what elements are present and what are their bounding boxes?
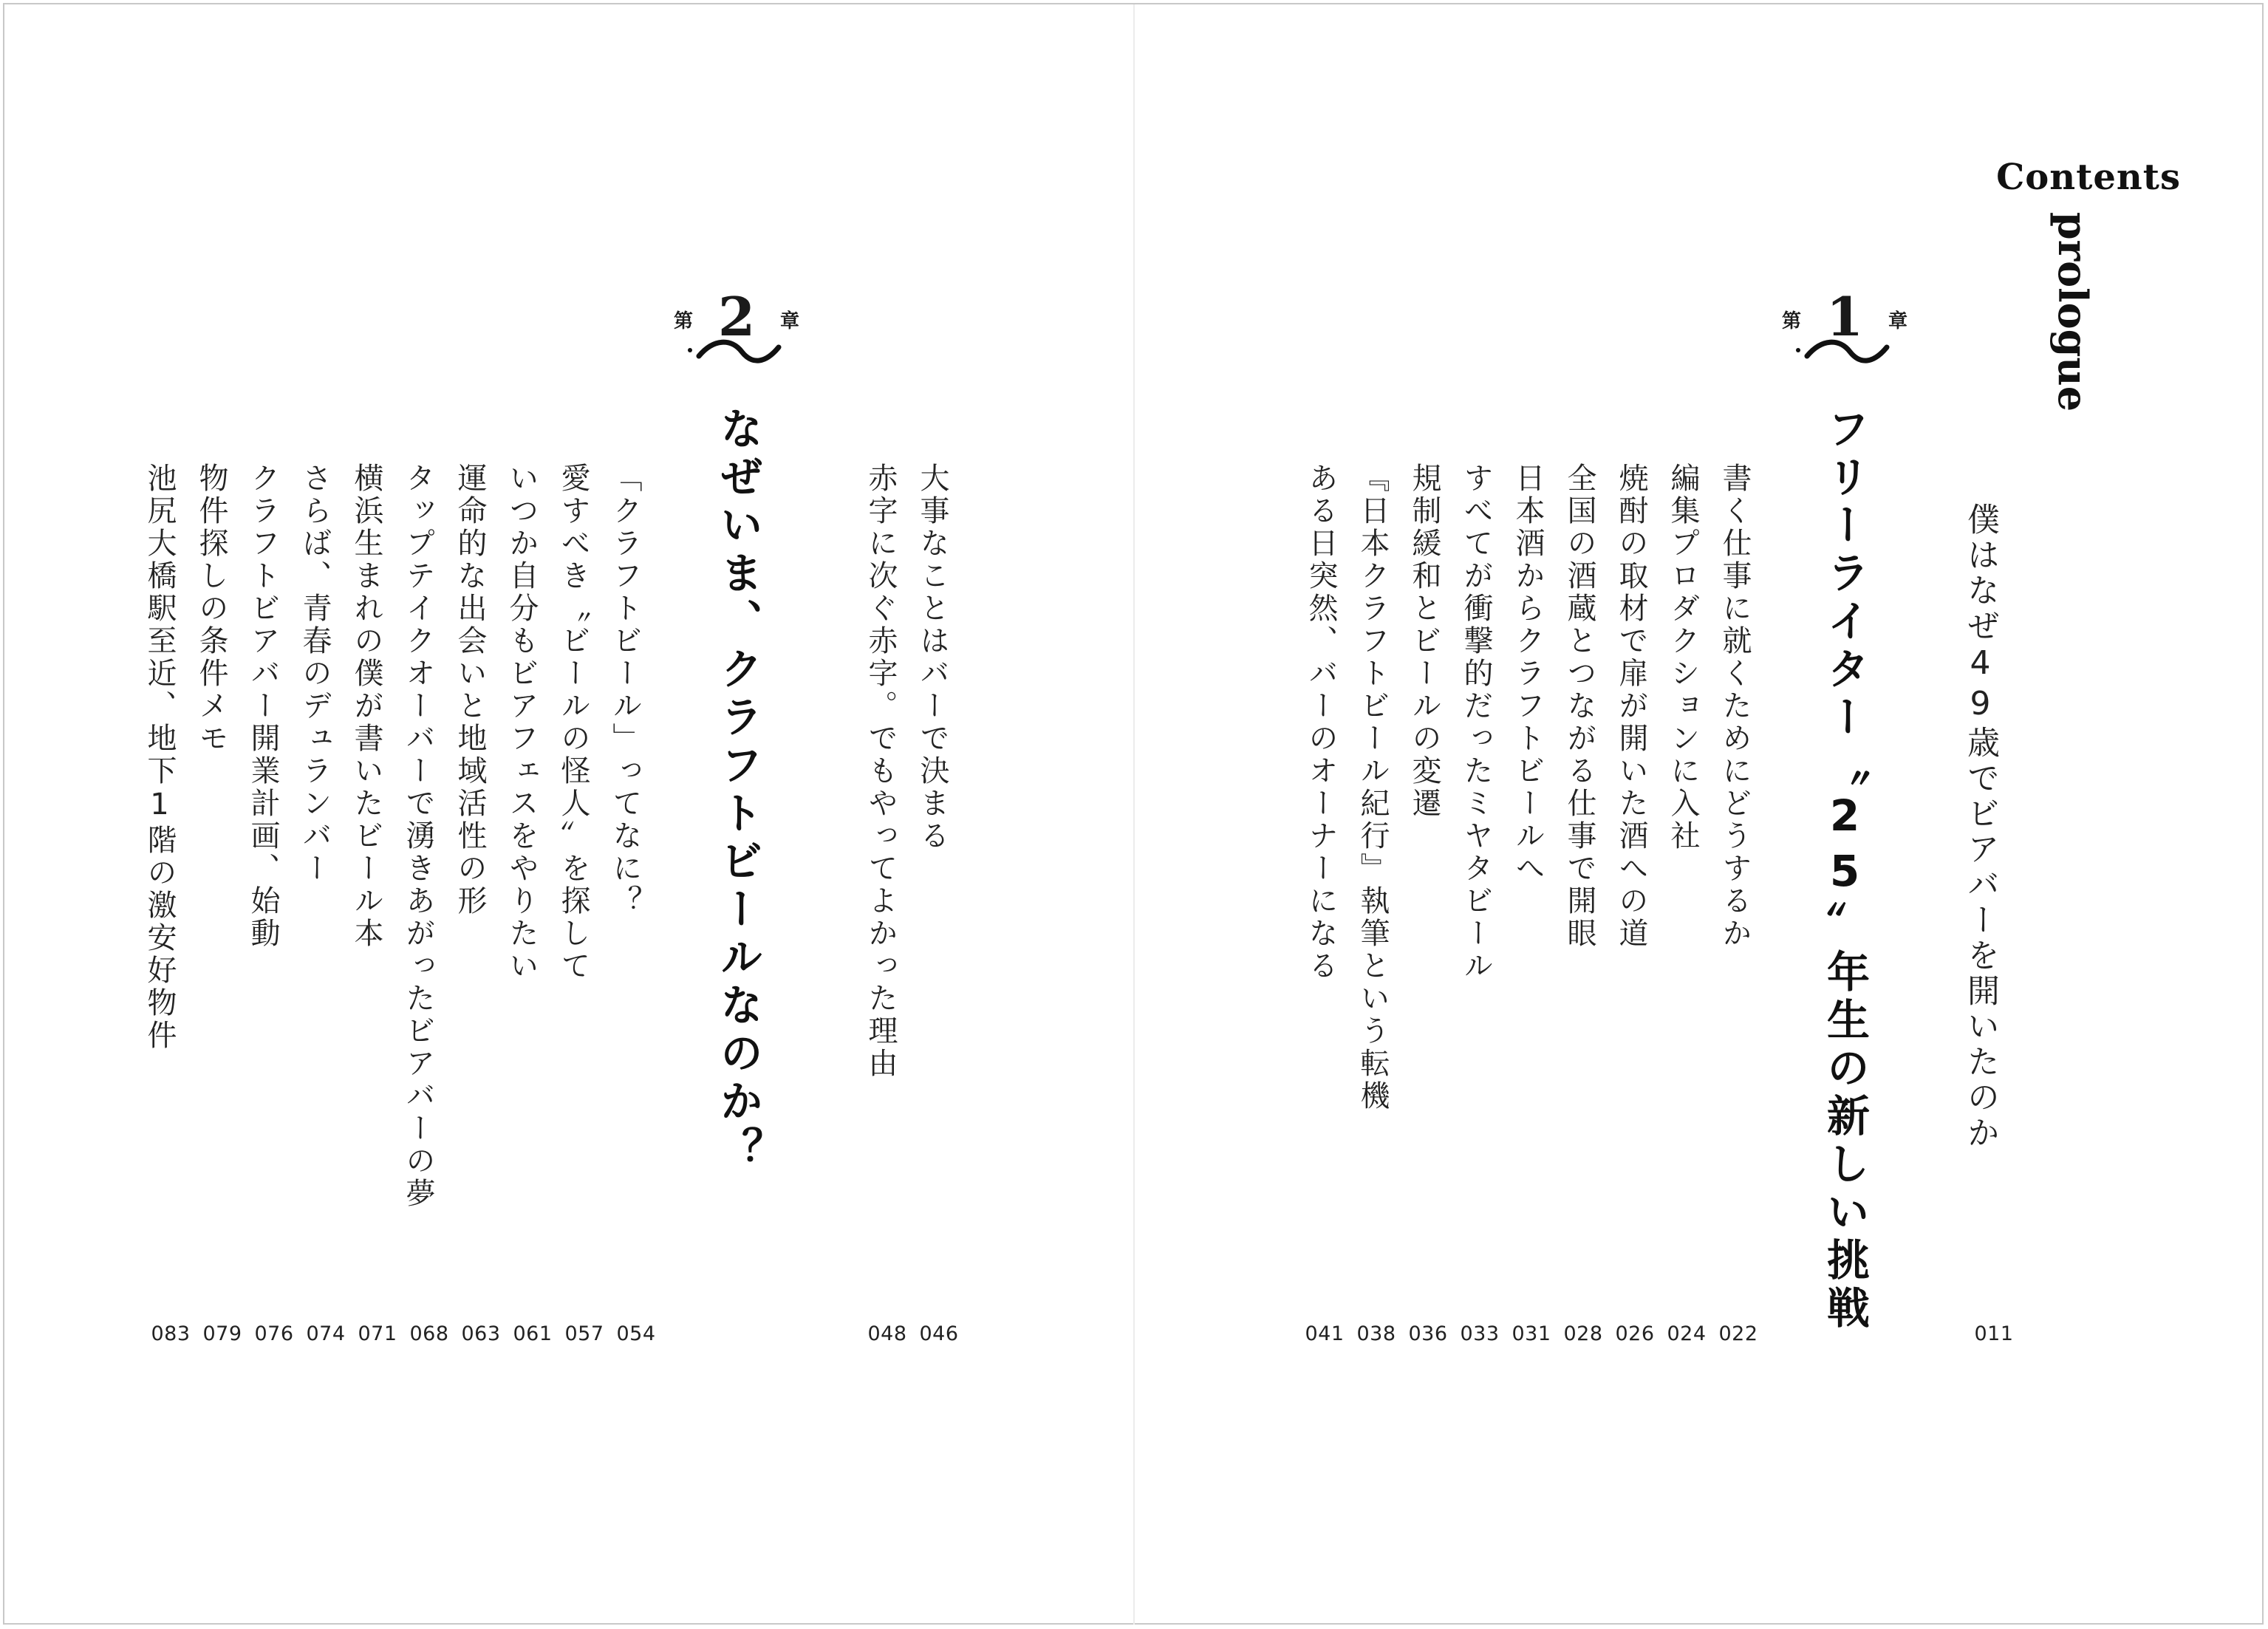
chapter2-entry-1[interactable]: 「クラフトビール」ってなに？	[608, 462, 642, 918]
chapter1-heading	[1775, 285, 1915, 371]
chapter1-sho: 章	[1888, 310, 1907, 332]
chapter2-entry-5[interactable]: タップテイクオーバーで湧きあがったビアバーの夢	[401, 462, 435, 1210]
chapter1-entry-4[interactable]: 全国の酒蔵とつながる仕事で開眼	[1562, 462, 1596, 950]
prologue-label: prologue	[2049, 211, 2097, 412]
chapter1-page-numbers: 041 038 036 033 031 028 026 024 022	[1305, 1322, 1758, 1345]
chapter1-entry-8[interactable]: 『日本クラフトビール紀行』執筆という転機	[1356, 462, 1390, 1113]
chapter2-entry-3[interactable]: いつか自分もビアフェスをやりたい	[505, 462, 539, 983]
middle-page-numbers: 048 046	[867, 1322, 959, 1345]
chapter2-sho: 章	[779, 310, 799, 332]
wave-ornament	[1795, 337, 1891, 366]
wave-ornament	[687, 337, 783, 366]
middle-entry-2[interactable]: 赤字に次ぐ赤字。でもやってよかった理由	[864, 462, 898, 1080]
chapter2-heading	[666, 285, 807, 371]
chapter1-entry-7[interactable]: 規制緩和とビールの変遷	[1407, 462, 1441, 820]
chapter2-entry-8[interactable]: クラフトビアバー開業計画、始動	[246, 462, 280, 950]
chapter1-entry-3[interactable]: 焼酎の取材で扉が開いた酒への道	[1614, 462, 1648, 950]
chapter1-entry-6[interactable]: すべてが衝撃的だったミヤタビール	[1459, 462, 1493, 983]
chapter2-entry-9[interactable]: 物件探しの条件メモ	[194, 462, 228, 755]
chapter2-title[interactable]: なぜいま、クラフトビールなのか？	[713, 406, 763, 1175]
chapter2-entry-7[interactable]: さらば、青春のデュランバー	[298, 462, 332, 885]
chapter2-page-numbers: 083 079 076 074 071 068 063 061 057 054	[151, 1322, 656, 1345]
chapter1-entry-1[interactable]: 書く仕事に就くためにどうするか	[1718, 462, 1752, 950]
prologue-page: 011	[1974, 1322, 2014, 1345]
middle-entry-1[interactable]: 大事なことはバーで決まる	[915, 462, 949, 853]
chapter1-number: 1	[1825, 285, 1864, 348]
chapter2-dai: 第	[674, 310, 694, 332]
prologue-title[interactable]: 僕はなぜ49歳でビアバーを開いたのか	[1961, 502, 1999, 1151]
chapter1-entry-9[interactable]: ある日突然、バーのオーナーになる	[1304, 462, 1338, 983]
chapter1-entry-5[interactable]: 日本酒からクラフトビールへ	[1511, 462, 1545, 885]
contents-heading: Contents	[1996, 157, 2181, 198]
chapter2-entry-10[interactable]: 池尻大橋駅至近、地下1階の激安好物件	[143, 462, 177, 1052]
chapter1-entry-2[interactable]: 編集プロダクションに入社	[1666, 462, 1700, 853]
chapter2-entry-4[interactable]: 運命的な出会いと地域活性の形	[453, 462, 487, 918]
chapter2-entry-2[interactable]: 愛すべき〝ビールの怪人〟を探して	[556, 462, 590, 983]
spread-gutter	[1133, 4, 1135, 1625]
chapter1-dai: 第	[1782, 310, 1802, 332]
chapter1-title[interactable]: フリーライター〝25〟年生の新しい挑戦	[1820, 406, 1870, 1333]
chapter2-number: 2	[717, 285, 756, 348]
chapter2-entry-6[interactable]: 横浜生まれの僕が書いたビール本	[349, 462, 383, 950]
